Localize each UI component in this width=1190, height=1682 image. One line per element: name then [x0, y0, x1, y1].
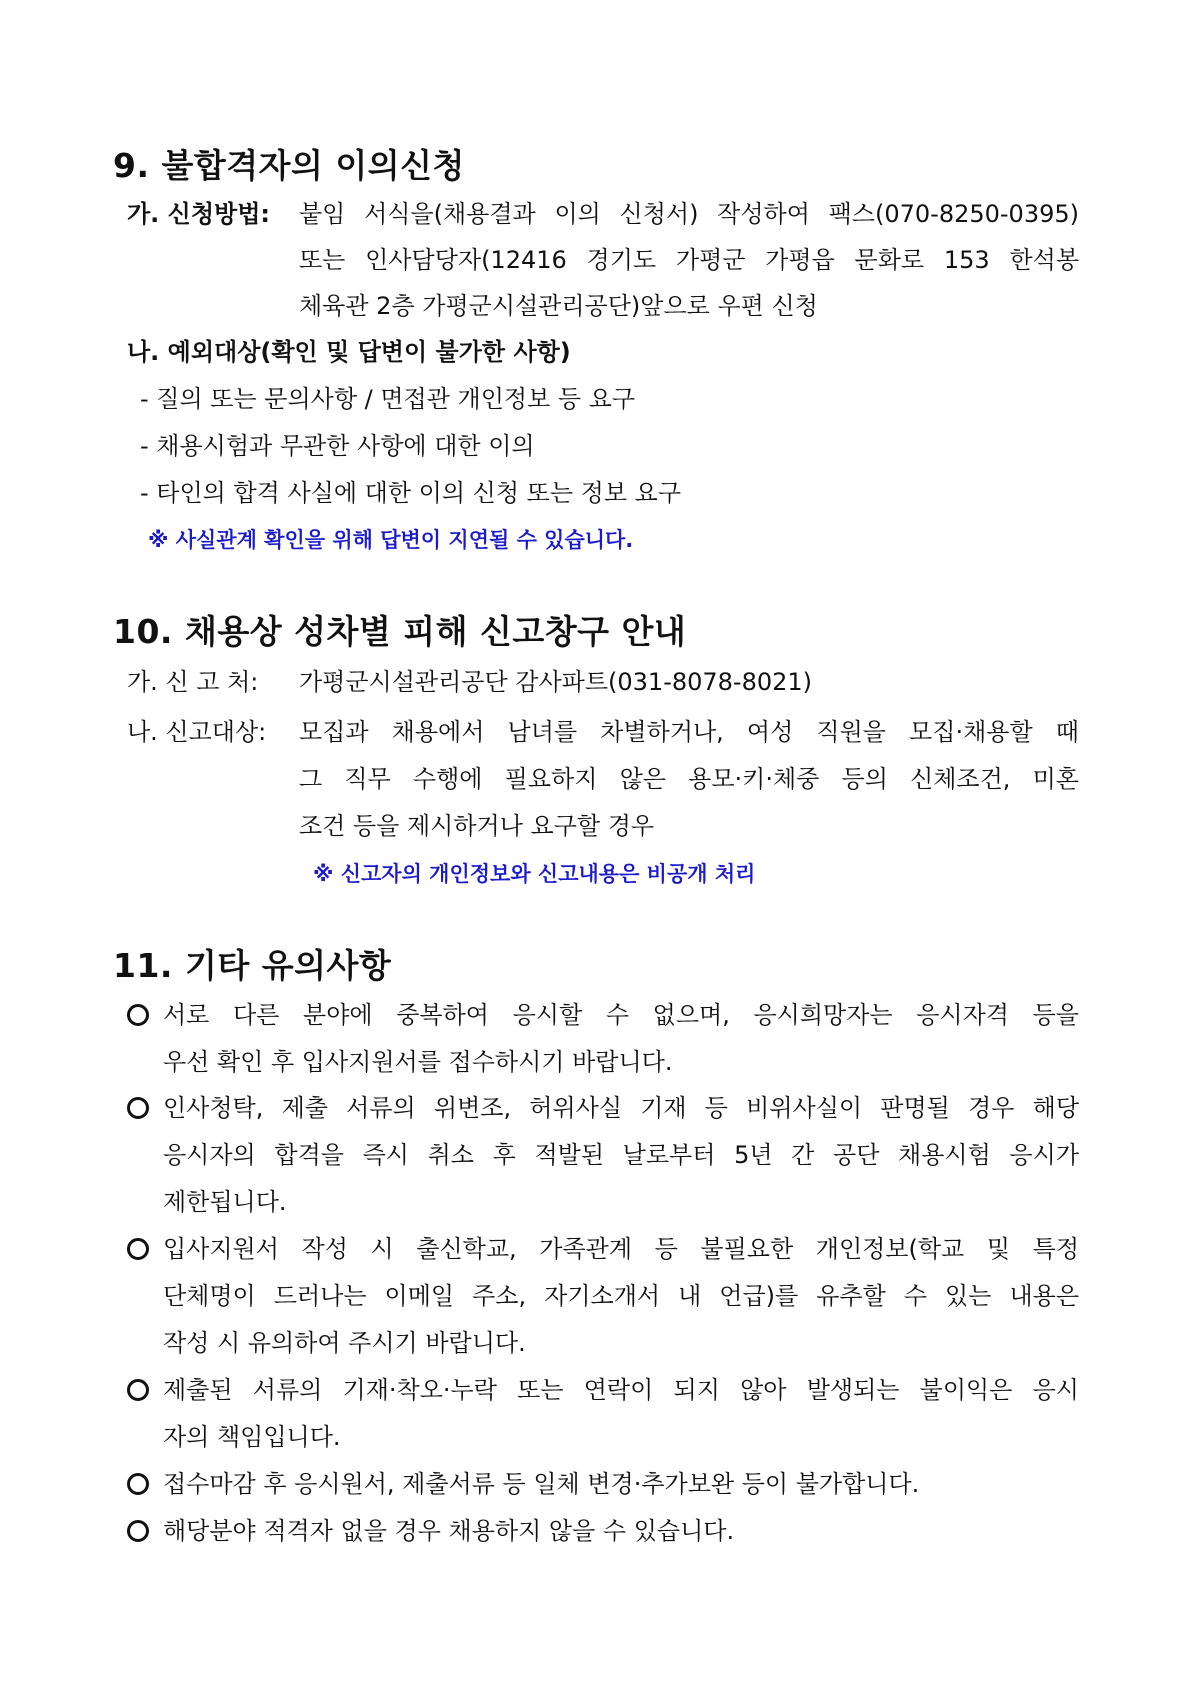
s11-item-4-line-2: 자의 책임입니다. — [163, 1423, 341, 1451]
s10-b-line-3: 조건 등을 제시하거나 요구할 경우 — [299, 812, 655, 840]
s9-b-item-3: - 타인의 합격 사실에 대한 이의 신청 또는 정보 요구 — [140, 479, 681, 507]
s11-item-1-line-2: 우선 확인 후 입사지원서를 접수하시기 바랍니다. — [163, 1048, 673, 1076]
bullet-circle-icon — [127, 1520, 149, 1542]
s11-item-3-line-1: 입사지원서 작성 시 출신학교, 가족관계 등 불필요한 개인정보(학교 및 특정 — [163, 1235, 1079, 1263]
s9-note: ※ 사실관계 확인을 위해 답변이 지연될 수 있습니다. — [148, 528, 634, 552]
s9-a-line-2: 또는 인사담당자(12416 경기도 가평군 가평읍 문화로 153 한석봉 — [299, 246, 1079, 274]
s10-note: ※ 신고자의 개인정보와 신고내용은 비공개 처리 — [313, 862, 756, 886]
s11-item-3-line-2: 단체명이 드러나는 이메일 주소, 자기소개서 내 언급)를 유추할 수 있는 내용은 — [163, 1282, 1079, 1310]
s10-a-text: 가평군시설관리공단 감사파트(031-8078-8021) — [299, 668, 813, 696]
section-9-title: 9. 불합격자의 이의신청 — [113, 146, 465, 185]
section-10-title: 10. 채용상 성차별 피해 신고창구 안내 — [113, 612, 687, 651]
s9-b-label: 나. 예외대상(확인 및 답변이 불가한 사항) — [127, 338, 571, 366]
s10-b-label: 나. 신고대상: — [127, 718, 267, 746]
s9-b-item-2: - 채용시험과 무관한 사항에 대한 이의 — [140, 432, 535, 460]
s9-a-line-3: 체육관 2층 가평군시설관리공단)앞으로 우편 신청 — [299, 292, 818, 320]
bullet-circle-icon — [127, 1004, 149, 1026]
s11-item-3-line-3: 작성 시 유의하여 주시기 바랍니다. — [163, 1329, 526, 1357]
s11-item-6-line-1: 해당분야 적격자 없을 경우 채용하지 않을 수 있습니다. — [163, 1517, 735, 1545]
s10-a-label: 가. 신 고 처: — [127, 668, 259, 696]
s11-item-2-line-1: 인사청탁, 제출 서류의 위변조, 허위사실 기재 등 비위사실이 판명될 경우 해당 — [163, 1094, 1079, 1122]
s11-item-4-line-1: 제출된 서류의 기재·착오·누락 또는 연락이 되지 않아 발생되는 불이익은 응시 — [163, 1376, 1079, 1404]
s11-item-2-line-3: 제한됩니다. — [163, 1188, 287, 1216]
bullet-circle-icon — [127, 1379, 149, 1401]
s9-b-item-1: - 질의 또는 문의사항 / 면접관 개인정보 등 요구 — [140, 385, 636, 413]
s9-a-line-1: 붙임 서식을(채용결과 이의 신청서) 작성하여 팩스(070-8250-0395) — [299, 200, 1079, 228]
section-11-title: 11. 기타 유의사항 — [113, 946, 392, 985]
s11-item-2-line-2: 응시자의 합격을 즉시 취소 후 적발된 날로부터 5년 간 공단 채용시험 응시가 — [163, 1141, 1079, 1169]
s11-item-5-line-1: 접수마감 후 응시원서, 제출서류 등 일체 변경·추가보완 등이 불가합니다. — [163, 1470, 920, 1498]
bullet-circle-icon — [127, 1097, 149, 1119]
s10-b-line-2: 그 직무 수행에 필요하지 않은 용모·키·체중 등의 신체조건, 미혼 — [299, 765, 1079, 793]
bullet-circle-icon — [127, 1473, 149, 1495]
s11-item-1-line-1: 서로 다른 분야에 중복하여 응시할 수 없으며, 응시희망자는 응시자격 등을 — [163, 1001, 1079, 1029]
s9-a-label: 가. 신청방법: — [127, 200, 270, 228]
s10-b-line-1: 모집과 채용에서 남녀를 차별하거나, 여성 직원을 모집·채용할 때 — [299, 718, 1079, 746]
bullet-circle-icon — [127, 1238, 149, 1260]
